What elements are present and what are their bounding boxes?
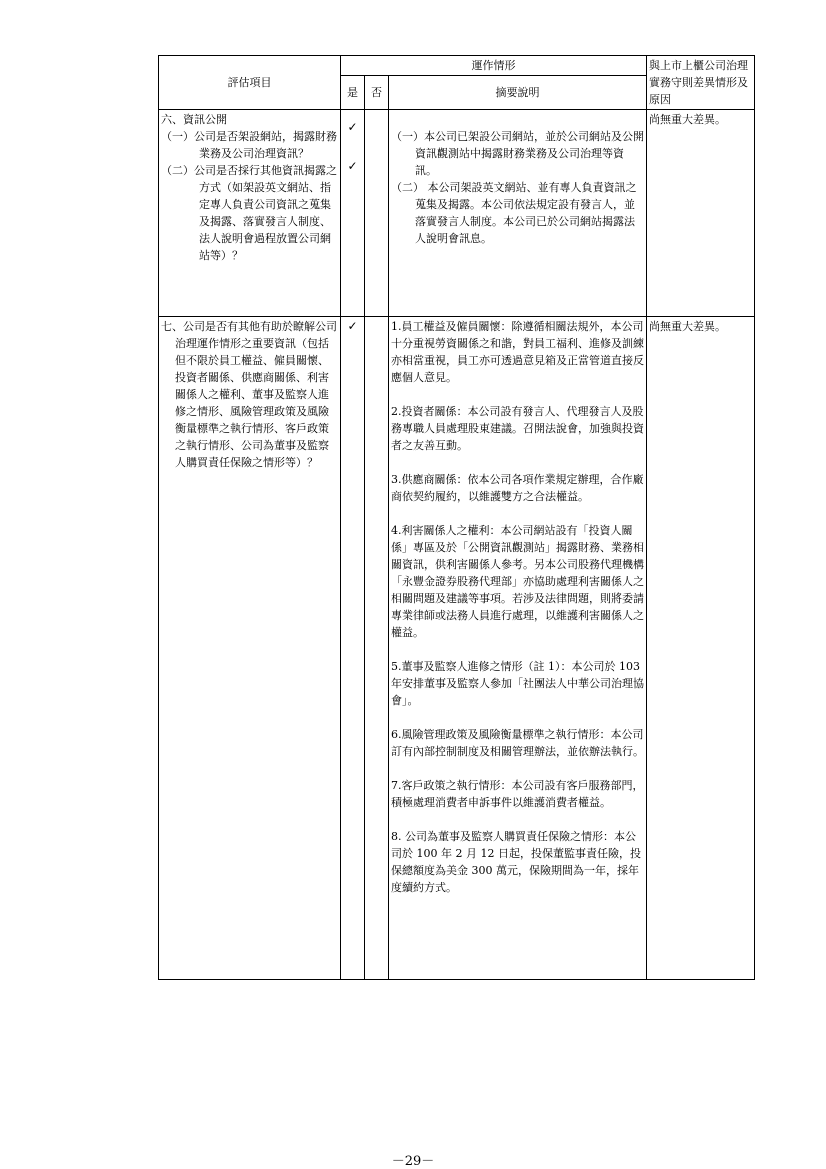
check-icon: ✓	[347, 159, 358, 173]
table-row	[159, 110, 755, 317]
summary-cell	[389, 110, 647, 317]
summary-paragraph: 6.風險管理政策及風險衡量標準之執行情形：本公司訂有內部控制制度及相關管理辦法，並依辦法執行。	[391, 728, 644, 758]
summary-paragraph: （二） 本公司架設英文網站、並有專人負責資訊之蒐集及揭露。本公司依法規定設有發言人，並落實發言人制度。本公司已於公司網站揭露法人說明會訊息。	[391, 181, 637, 245]
summary-paragraph: 7.客戶政策之執行情形：本公司設有客戶服務部門，積極處理消費者申訴事件以維護消費者權益。	[391, 779, 644, 809]
page-number: －29－	[391, 1154, 435, 1169]
item-title: 六、資訊公開	[161, 113, 227, 126]
summary-paragraph: 3.供應商關係：依本公司各項作業規定辦理，合作廠商依契約履約，以維護雙方之合法權益。	[391, 473, 644, 503]
summary-paragraph: 4.利害關係人之權利：本公司網站設有「投資人關係」專區及於「公開資訊觀測站」揭露財務、業務相關資訊，供利害關係人參考。另本公司股務代理機構「永豐金證券股務代理部」亦協助處理利害關係人之相關問題及建議等事項。若涉及法律問題，則將委請專業律師或法務人員進行處理，以維護利害關係人之權益。	[391, 524, 644, 639]
header-no: 否	[365, 76, 389, 110]
difference-cell	[647, 317, 755, 980]
header-difference: 與上市上櫃公司治理實務守則差異情形及原因	[647, 56, 755, 110]
header-assessment-item: 評估項目	[159, 56, 341, 110]
governance-table	[158, 55, 755, 980]
summary-paragraph: 2.投資者關係：本公司設有發言人、代理發言人及股務專職人員處理股東建議。召開法說會，加強與投資者之友善互動。	[391, 405, 644, 452]
item-question: （二）公司是否採行其他資訊揭露之方式（如架設英文網站、指定專人負責公司資訊之蒐集及揭露、落實發言人制度、法人說明會過程放置公司網站等）？	[161, 164, 337, 262]
summary-paragraph: 1.員工權益及僱員關懷：除遵循相關法規外，本公司十分重視勞資關係之和諧，對員工福利、進修及訓練亦相當重視，員工亦可透過意見箱及正當管道直接反應個人意見。	[391, 320, 644, 384]
summary-paragraph: 5.董事及監察人進修之情形（註 1）：本公司於 103 年安排董事及監察人參加「社團法人中華公司治理協會」。	[391, 660, 644, 707]
summary-paragraph: 8. 公司為董事及監察人購買責任保險之情形：本公司於 100 年 2 月 12 日起，投保董監事責任險，投保總額度為美金 300 萬元，保險期間為一年，採年度續約方式。	[391, 830, 641, 894]
check-icon: ✓	[347, 120, 358, 134]
check-icon: ✓	[347, 319, 358, 333]
yes-cell	[341, 317, 365, 980]
difference-cell	[647, 110, 755, 317]
item-question: （一）公司是否架設網站，揭露財務業務及公司治理資訊？	[161, 130, 337, 160]
item-title: 七、公司是否有其他有助於瞭解公司治理運作情形之重要資訊（包括但不限於員工權益、僱員關懷、投資者關係、供應商關係、利害關係人之權利、董事及監察人進修之情形、風險管理政策及風險衡量標準之執行情形、客戶政策之執行情形、公司為董事及監察人購買責任保險之情形等）？	[161, 320, 337, 469]
difference-text: 尚無重大差異。	[649, 113, 727, 126]
assessment-item-cell	[159, 110, 341, 317]
no-cell	[365, 317, 389, 980]
header-summary: 摘要說明	[389, 76, 647, 110]
summary-cell	[389, 317, 647, 980]
difference-text: 尚無重大差異。	[649, 320, 727, 333]
no-cell	[365, 110, 389, 317]
table-row	[159, 317, 755, 980]
summary-paragraph: （一）本公司已架設公司網站，並於公司網站及公開資訊觀測站中揭露財務業務及公司治理等資訊。	[391, 130, 644, 177]
assessment-item-cell	[159, 317, 341, 980]
header-yes: 是	[341, 76, 365, 110]
header-operation: 運作情形	[341, 56, 647, 76]
yes-cell	[341, 110, 365, 317]
